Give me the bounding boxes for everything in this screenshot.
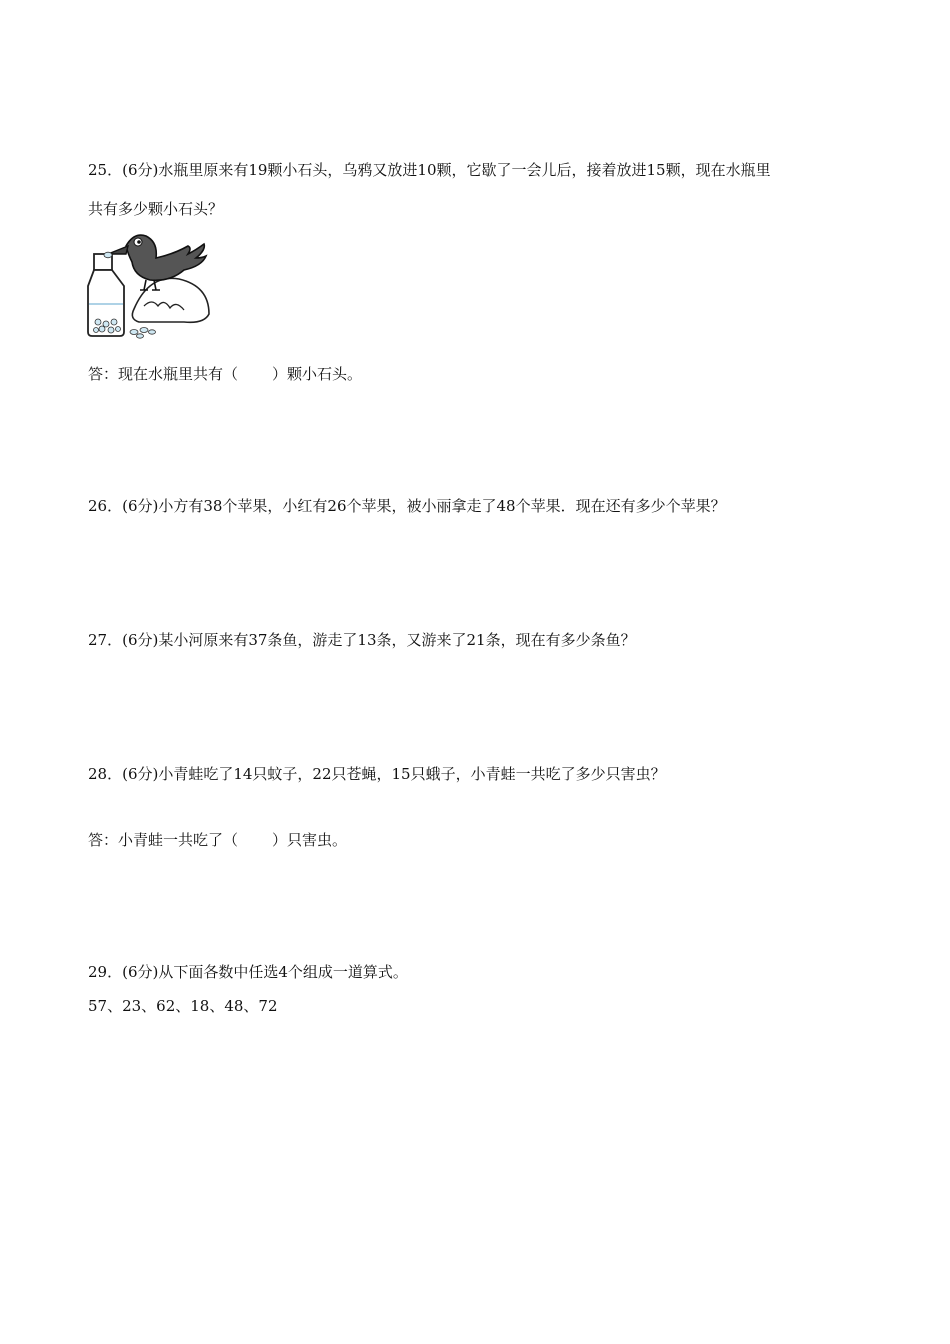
answer-28 xyxy=(88,830,347,850)
crow-bottle-illustration xyxy=(84,224,214,344)
question-29-numbers: 57、23、62、18、48、72 xyxy=(88,997,278,1015)
answer-28-prefix: 答：小青蛙一共吃了（ xyxy=(88,831,239,849)
question-29: 29．(6分)从下面各数中任选4个组成一道算式。 xyxy=(88,963,408,981)
question-25-line-2: 共有多少颗小石头？ xyxy=(88,200,224,218)
question-25-line-1: 25．(6分)水瓶里原来有19颗小石头，乌鸦又放进10颗，它歇了一会儿后，接着放进15颗，现在水瓶里 xyxy=(88,161,771,179)
answer-25-suffix: ）颗小石头。 xyxy=(272,365,363,383)
question-26: 26．(6分)小方有38个苹果，小红有26个苹果，被小丽拿走了48个苹果．现在还有多少个苹果？ xyxy=(88,497,726,515)
answer-25-prefix: 答：现在水瓶里共有（ xyxy=(88,365,239,383)
answer-25 xyxy=(88,364,362,384)
answer-28-suffix: ）只害虫。 xyxy=(272,831,348,849)
question-28: 28．(6分)小青蛙吃了14只蚊子，22只苍蝇，15只蛾子，小青蛙一共吃了多少只害虫？ xyxy=(88,765,666,783)
question-27: 27．(6分)某小河原来有37条鱼，游走了13条，又游来了21条，现在有多少条鱼？ xyxy=(88,631,636,649)
